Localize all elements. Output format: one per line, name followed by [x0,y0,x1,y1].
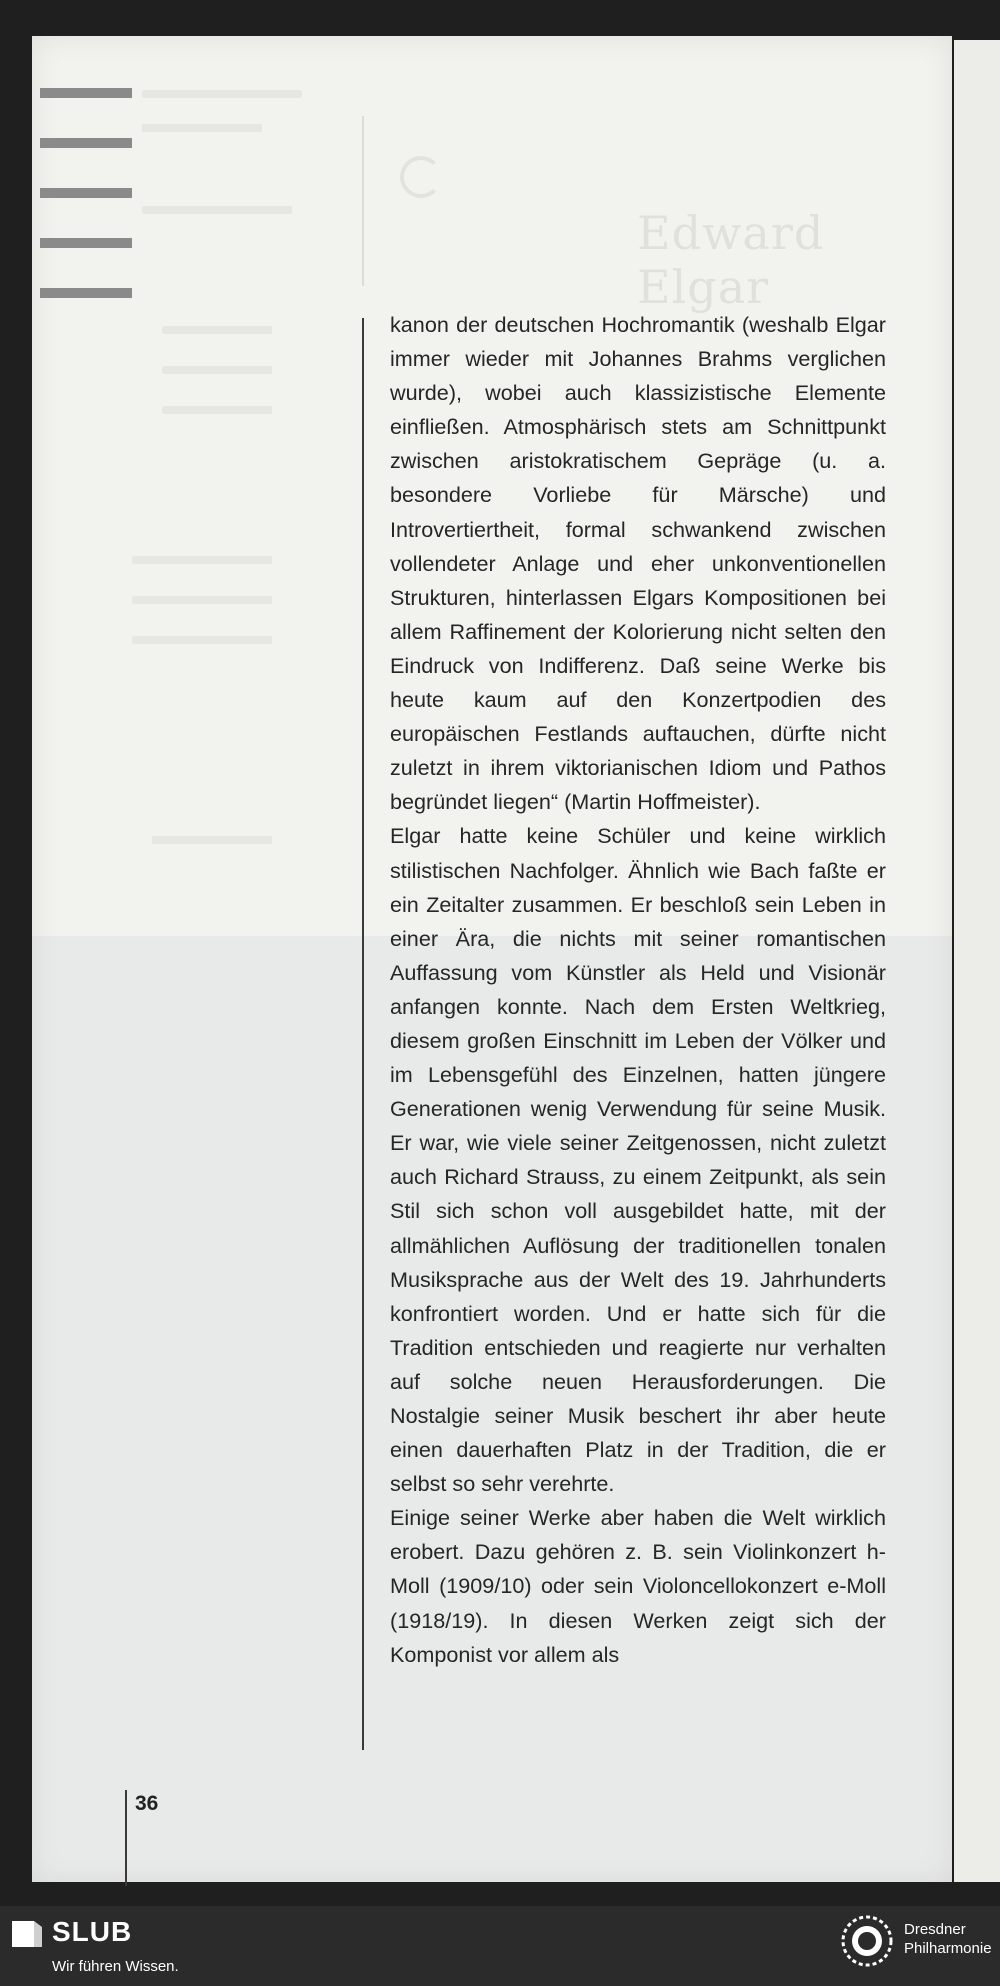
body-text [390,308,886,1672]
paragraph: kanon der deutschen Hochromantik (weshalb Elgar immer wieder mit Johannes Brahms verglichen wurde), wobei auch klassizistische Elemente einfließen. Atmosphärisch stets am Schnittpunkt zwischen aristokratischem Gepräge (u. a. besondere Vorliebe für Märsche) und Introvertiertheit, formal schwankend zwischen vollendeter Anlage und eher unkonventionellen Strukturen, hinterlassen Elgars Kompositionen bei allem Raffinement der Kolorierung nicht selten den Eindruck von Indifferenz. Daß seine Werke bis heute kaum auf den Konzertpodien des europäischen Festlands auftauchen, dürfte nicht zuletzt in ihrem viktorianischen Idiom und Pathos begründet liegen“ (Martin Hoffmeister). [390,312,886,815]
bleed-through-text [142,124,262,132]
folio-rule [125,1790,127,1886]
bleed-through-text [162,366,272,374]
library-tagline: Wir führen Wissen. [52,1958,179,1975]
side-marker-line [40,88,132,98]
column-rule [362,318,364,1750]
dresdner-philharmonie-logo-icon[interactable] [840,1914,894,1968]
side-marker-line [40,138,132,148]
side-marker-line [40,238,132,248]
bleed-through-text [162,406,272,414]
bleed-through-text [162,326,272,334]
side-marker-line [40,188,132,198]
page-number: 36 [135,1792,159,1815]
bleed-through-text [142,90,302,98]
partner-name-line2: Philharmonie [904,1940,992,1957]
bleed-through-text [132,636,272,644]
bleed-through-text [142,206,292,214]
partner-name-line1: Dresdner [904,1921,966,1938]
bleed-through-logo [362,116,462,286]
faded-heading: Edward Elgar [637,206,825,314]
side-marker-line [40,288,132,298]
bleed-through-text [152,836,272,844]
bleed-through-text [132,556,272,564]
bleed-through-logo-mark [400,156,442,198]
bleed-through-text [132,596,272,604]
paragraph: Elgar hatte keine Schüler und keine wirklich stilistischen Nachfolger. Ähnlich wie Bach faßte er ein Zeitalter zusammen. Er beschloß sein Leben in einer Ära, die nichts mit seiner romantischen Auffassung vom Künstler als Held und Visionär anfangen konnte. Nach dem Ersten Weltkrieg, diesem großen Einschnitt im Leben der Völker und im Lebensgefühl des Einzelnen, hatten jüngere Generationen wenig Verwendung für seine Musik. Er war, wie viele seiner Zeitgenossen, nicht zuletzt auch Richard Strauss, zu einem Zeitpunkt, als sein Stil sich schon voll ausgebildet hatte, mit der allmählichen Auflösung der traditionellen tonalen Musiksprache aus der Welt des 19. Jahrhunderts konfrontiert worden. Und er hatte sich für die Tradition entschieden und reagierte nur verhalten auf solche neuen Herausforderungen. Die Nostalgie seiner Musik beschert ihr aber heute einen dauerhaften Platz in der Tradition, die er selbst so sehr verehrte. [390,823,886,1497]
library-name[interactable]: SLUB [52,1916,133,1947]
paragraph: Einige seiner Werke aber haben die Welt wirklich erobert. Dazu gehören z. B. sein Violinkonzert h-Moll (1909/10) oder sein Violoncellokonzert e-Moll (1918/19). In diesen Werken zeigt sich der Komponist vor allem als [390,1505,886,1667]
slub-logo-icon[interactable] [12,1921,42,1947]
facing-page-edge [954,40,1000,1882]
